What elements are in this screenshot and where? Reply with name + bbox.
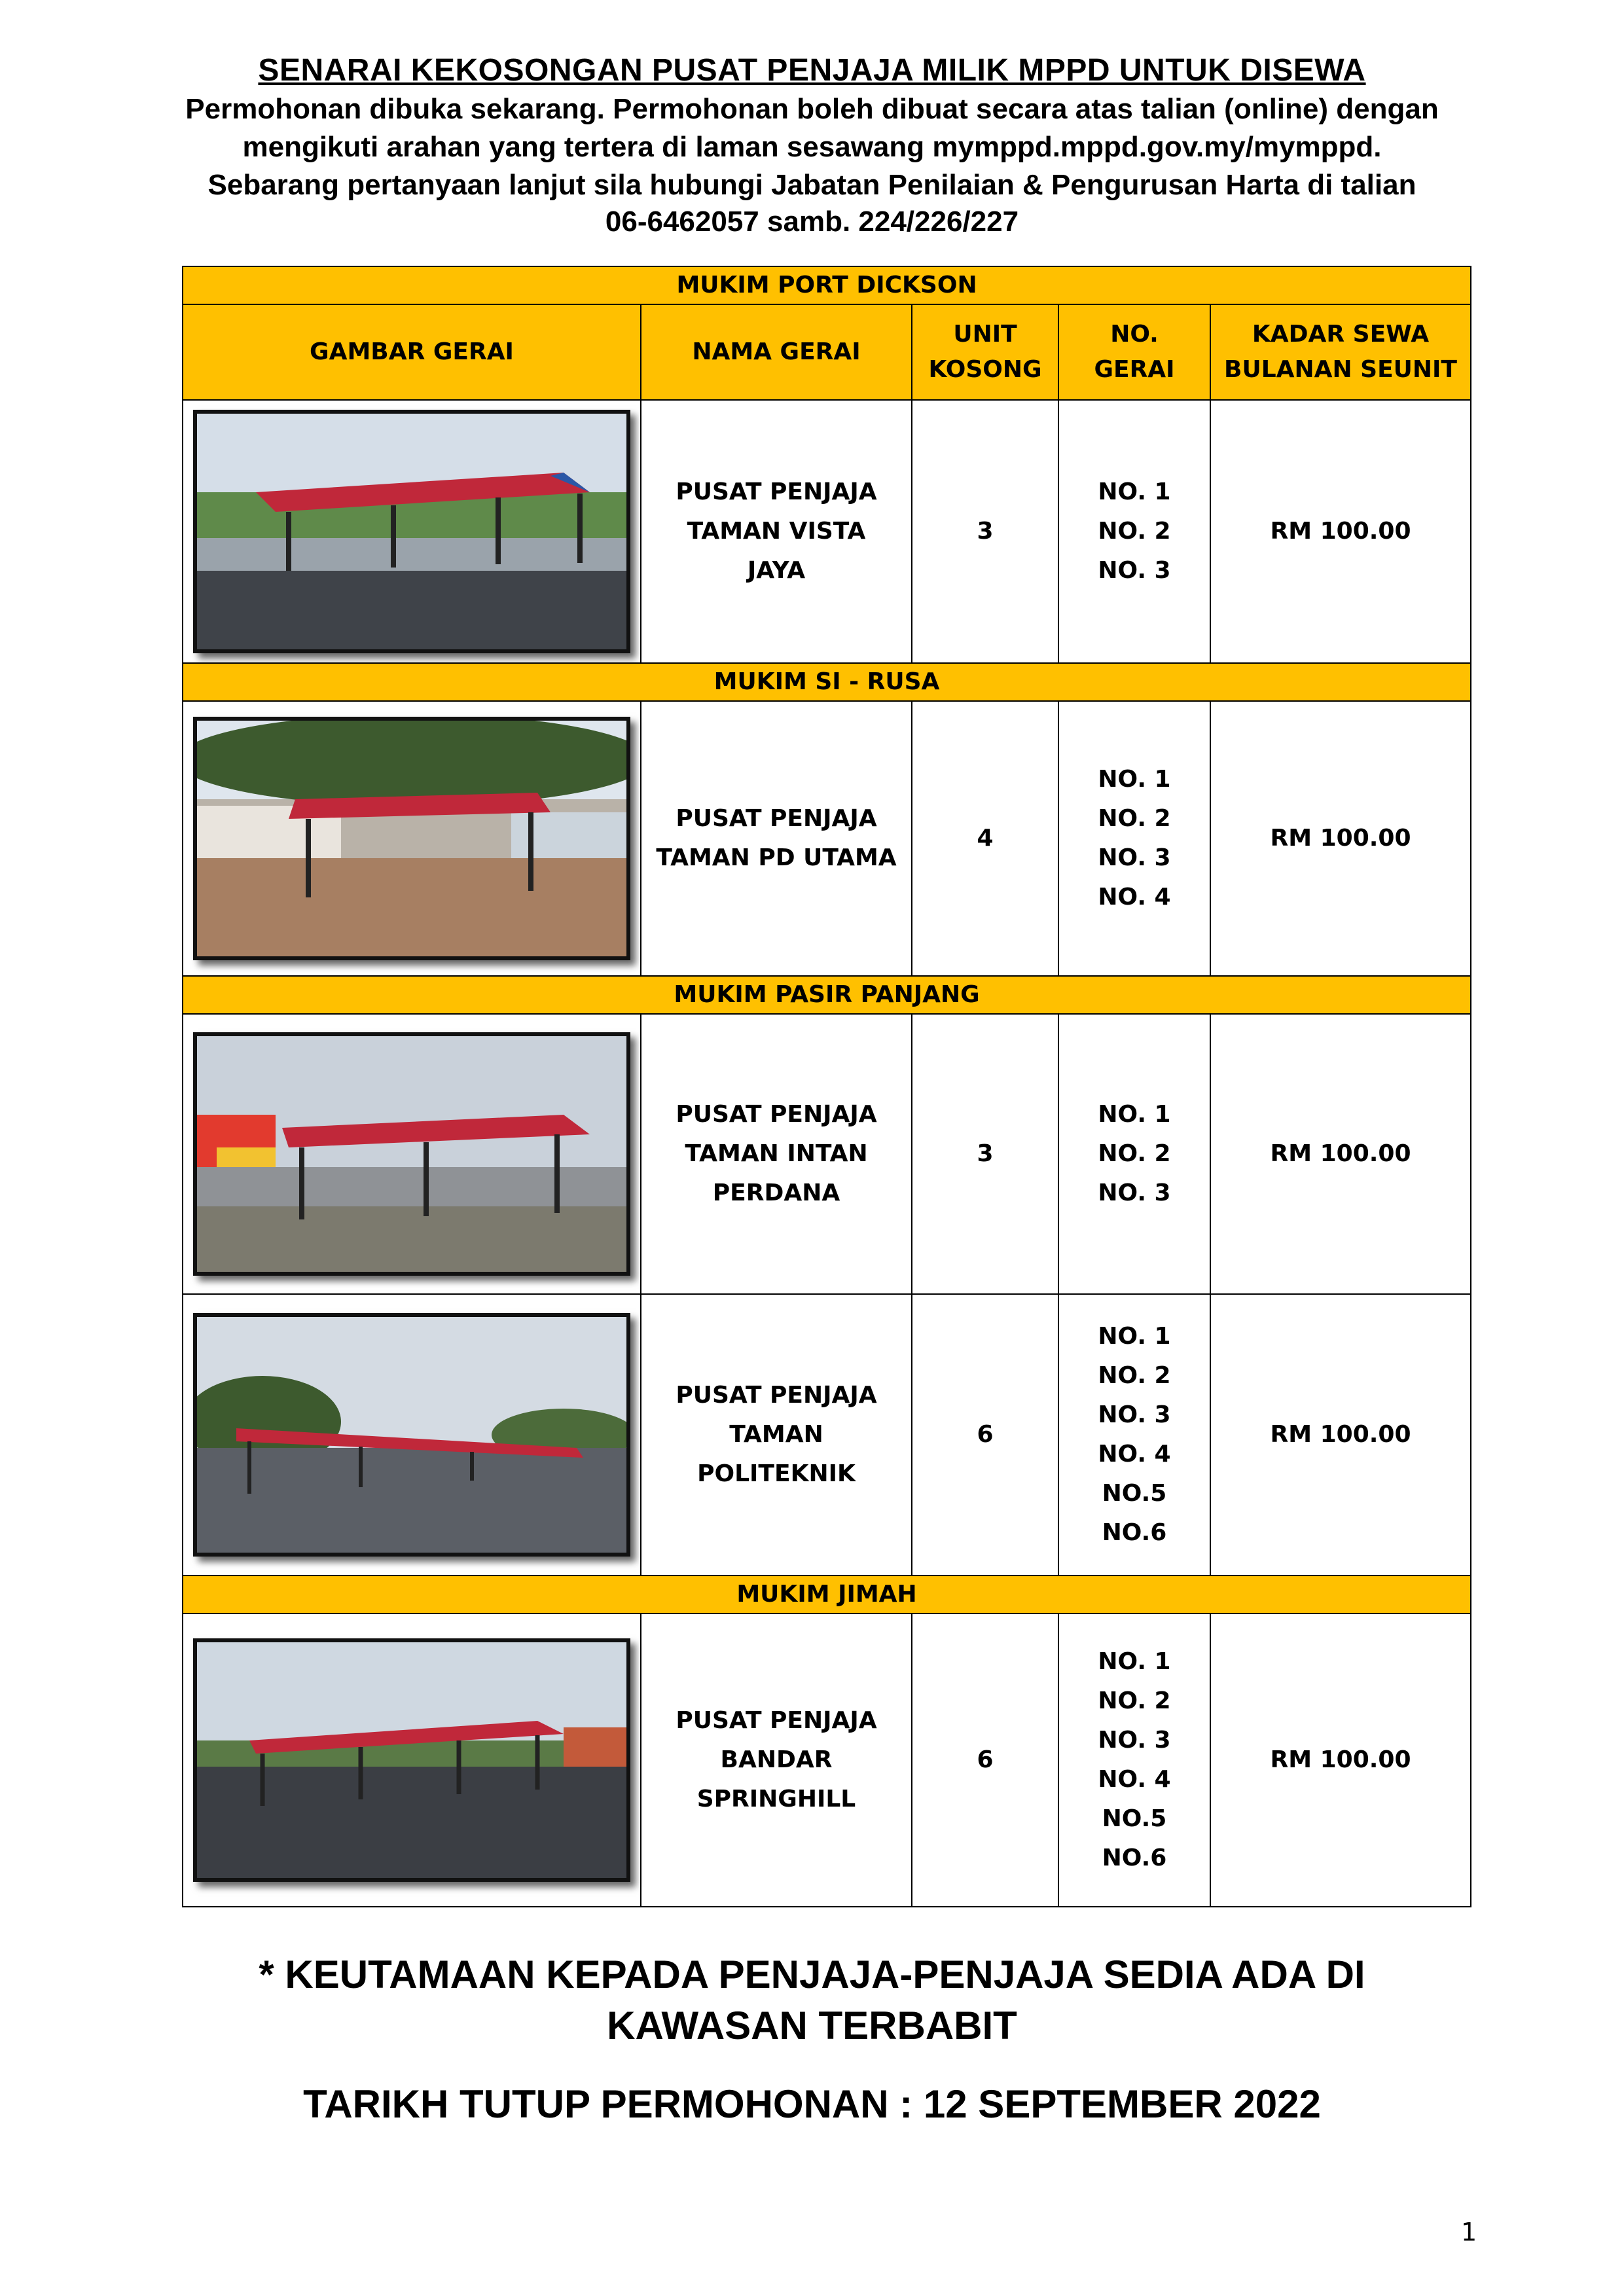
stall-name-line: JAYA [747, 557, 806, 584]
vacant-units: 3 [912, 400, 1058, 663]
stall-numbers [1058, 701, 1210, 976]
stall-photo [193, 1032, 630, 1276]
col-header-rate-line1: KADAR SEWA [1252, 321, 1430, 348]
col-header-stall [1058, 304, 1210, 400]
col-header-units [912, 304, 1058, 400]
stall-name-line: TAMAN [729, 1421, 823, 1448]
stall-photo [193, 1313, 630, 1557]
col-header-rate-line2: BULANAN SEUNIT [1224, 356, 1457, 383]
col-header-stall-line2: GERAI [1094, 356, 1175, 383]
stall-numbers [1058, 1613, 1210, 1907]
stall-name-line: TAMAN PD UTAMA [656, 844, 897, 871]
stall-photo-cell [183, 701, 641, 976]
mukim-name: MUKIM PORT DICKSON [183, 266, 1471, 304]
intro-line-3: Sebarang pertanyaan lanjut sila hubungi Jabatan Penilaian & Pengurusan Harta di talian [208, 169, 1416, 201]
col-header-rate [1210, 304, 1471, 400]
stall-number: NO. 1 [1098, 1648, 1171, 1675]
stall-number: NO. 4 [1098, 1441, 1171, 1468]
stall-name-line: TAMAN VISTA [687, 518, 866, 545]
stall-name [641, 1294, 912, 1576]
stall-name [641, 1014, 912, 1294]
monthly-rate: RM 100.00 [1210, 1294, 1471, 1576]
stall-name-line: BANDAR [720, 1746, 833, 1773]
mukim-header-row [183, 1576, 1471, 1613]
stall-number: NO. 1 [1098, 766, 1171, 793]
stall-name-line: PUSAT PENJAJA [676, 1707, 877, 1734]
stall-name [641, 701, 912, 976]
stall-numbers [1058, 1294, 1210, 1576]
mukim-name: MUKIM PASIR PANJANG [183, 976, 1471, 1014]
stall-number: NO.6 [1102, 1845, 1167, 1871]
table-row [183, 1613, 1471, 1907]
stall-photo [193, 410, 630, 653]
stall-name-line: POLITEKNIK [697, 1460, 856, 1487]
vacant-units: 4 [912, 701, 1058, 976]
monthly-rate: RM 100.00 [1210, 400, 1471, 663]
stall-numbers [1058, 400, 1210, 663]
stall-number: NO. 3 [1098, 557, 1171, 584]
stall-photo-cell [183, 1014, 641, 1294]
stall-name-line: PUSAT PENJAJA [676, 805, 877, 832]
stall-photo [193, 717, 630, 960]
stall-name [641, 1613, 912, 1907]
intro-line-2: mengikuti arahan yang tertera di laman sesawang mymppd.mppd.gov.my/mymppd. [242, 131, 1382, 163]
stall-number: NO.6 [1102, 1519, 1167, 1546]
intro-line-4: 06-6462057 samb. 224/226/227 [605, 206, 1019, 238]
mukim-header-row [183, 976, 1471, 1014]
stall-numbers [1058, 1014, 1210, 1294]
stall-number: NO. 1 [1098, 478, 1171, 505]
col-header-name: NAMA GERAI [641, 304, 912, 400]
col-header-photo: GAMBAR GERAI [183, 304, 641, 400]
stall-name [641, 400, 912, 663]
stall-name-line: PUSAT PENJAJA [676, 1101, 877, 1128]
col-header-stall-line1: NO. [1110, 321, 1159, 348]
stall-number: NO. 3 [1098, 844, 1171, 871]
monthly-rate: RM 100.00 [1210, 1613, 1471, 1907]
stall-photo-cell [183, 1613, 641, 1907]
stall-number: NO. 2 [1098, 1687, 1171, 1714]
column-header-row [183, 304, 1471, 400]
stall-number: NO. 1 [1098, 1323, 1171, 1350]
stall-number: NO. 2 [1098, 518, 1171, 545]
vacant-units: 6 [912, 1294, 1058, 1576]
table-row [183, 701, 1471, 976]
col-header-units-line1: UNIT [953, 321, 1017, 348]
table-row [183, 1294, 1471, 1576]
stall-name-line: PERDANA [712, 1180, 840, 1206]
stall-number: NO.5 [1102, 1805, 1167, 1832]
vacant-units: 3 [912, 1014, 1058, 1294]
document-title: SENARAI KEKOSONGAN PUSAT PENJAJA MILIK MPPD UNTUK DISEWA [258, 53, 1366, 88]
intro-line-1: Permohonan dibuka sekarang. Permohonan boleh dibuat secara atas talian (online) dengan [185, 93, 1439, 125]
mukim-name: MUKIM JIMAH [183, 1576, 1471, 1613]
stall-number: NO. 3 [1098, 1727, 1171, 1754]
stall-number: NO. 1 [1098, 1101, 1171, 1128]
stall-number: NO. 3 [1098, 1180, 1171, 1206]
col-header-units-line2: KOSONG [928, 356, 1042, 383]
stall-number: NO.5 [1102, 1480, 1167, 1507]
stall-name-line: PUSAT PENJAJA [676, 1382, 877, 1409]
priority-note-line2: KAWASAN TERBABIT [607, 2004, 1017, 2047]
page-number: 1 [1461, 2218, 1477, 2246]
stall-number: NO. 2 [1098, 1140, 1171, 1167]
stall-name-line: TAMAN INTAN [685, 1140, 868, 1167]
mukim-header-row [183, 663, 1471, 701]
closing-date: TARIKH TUTUP PERMOHONAN : 12 SEPTEMBER 2022 [303, 2082, 1321, 2126]
monthly-rate: RM 100.00 [1210, 701, 1471, 976]
mukim-header-row [183, 266, 1471, 304]
stall-name-line: SPRINGHILL [696, 1786, 856, 1812]
vacancy-table [182, 266, 1471, 1907]
stall-number: NO. 2 [1098, 805, 1171, 832]
stall-photo-cell [183, 400, 641, 663]
stall-number: NO. 2 [1098, 1362, 1171, 1389]
stall-number: NO. 3 [1098, 1401, 1171, 1428]
stall-name-line: PUSAT PENJAJA [676, 478, 877, 505]
vacant-units: 6 [912, 1613, 1058, 1907]
priority-note-line1: * KEUTAMAAN KEPADA PENJAJA-PENJAJA SEDIA ADA DI [259, 1953, 1365, 1996]
monthly-rate: RM 100.00 [1210, 1014, 1471, 1294]
stall-photo [193, 1638, 630, 1882]
stall-number: NO. 4 [1098, 884, 1171, 910]
stall-number: NO. 4 [1098, 1766, 1171, 1793]
mukim-name: MUKIM SI - RUSA [183, 663, 1471, 701]
table-row [183, 400, 1471, 663]
priority-note [0, 1949, 1624, 2051]
table-row [183, 1014, 1471, 1294]
stall-photo-cell [183, 1294, 641, 1576]
